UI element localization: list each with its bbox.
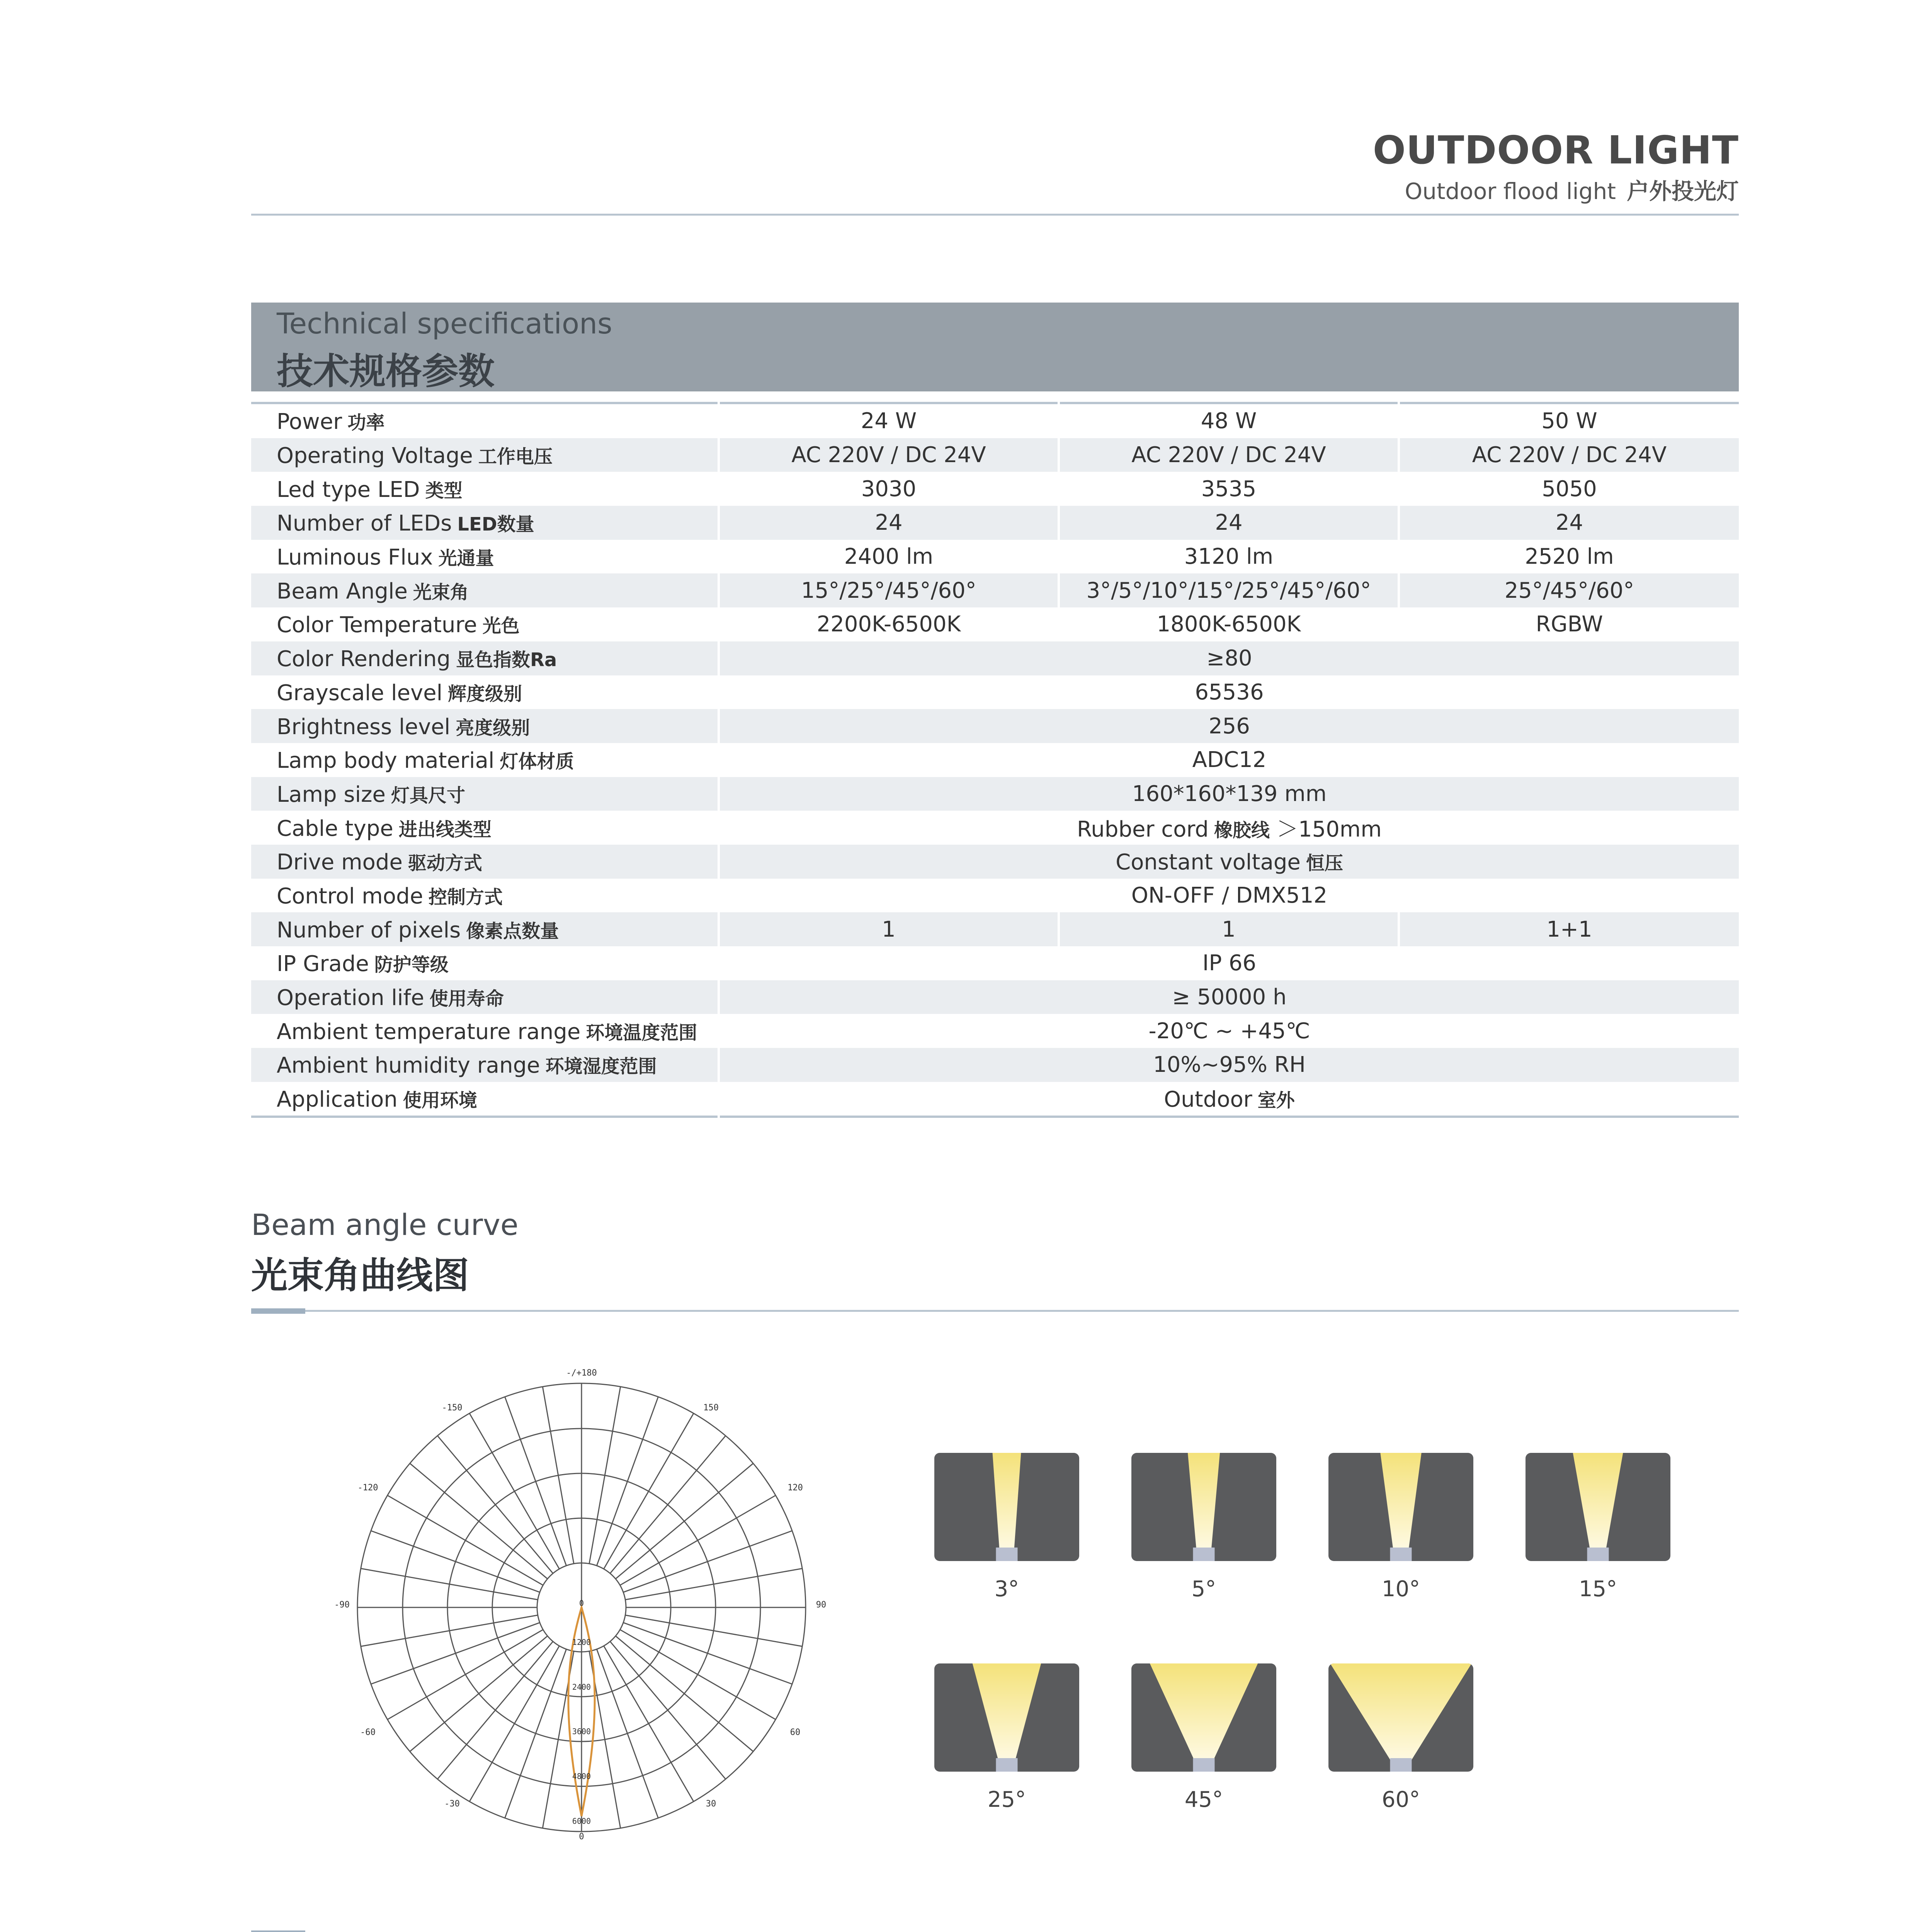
spec-label-zh: 亮度级别	[456, 717, 530, 739]
angle-label-right-upper: 120	[787, 1483, 803, 1493]
beam-angle-label: 3°	[994, 1577, 1019, 1602]
spec-label	[251, 879, 719, 913]
beam-cone-icon	[934, 1663, 1079, 1772]
spec-label-zh: 使用环境	[403, 1090, 477, 1112]
spec-value-merged	[719, 1082, 1739, 1117]
polar-spoke	[505, 1649, 566, 1818]
spec-label-zh: 控制方式	[429, 886, 503, 908]
spec-value-zh: 室外	[1257, 1090, 1295, 1112]
spec-label	[251, 540, 719, 574]
spec-label-en: Grayscale level	[277, 680, 443, 706]
spec-title-en: Technical specifications	[277, 307, 612, 340]
angle-label-bottom: 0	[579, 1832, 584, 1842]
spec-label-en: Led type LED	[277, 477, 420, 502]
beam-angle-label: 10°	[1381, 1577, 1420, 1602]
spec-value: AC 220V / DC 24V	[719, 438, 1059, 472]
polar-spoke	[616, 1636, 753, 1752]
beam-tile	[1526, 1453, 1670, 1561]
polar-spoke	[361, 1568, 538, 1600]
beam-angle-label: 45°	[1184, 1787, 1223, 1812]
spec-value: 1+1	[1399, 912, 1739, 946]
beam-rule	[251, 1310, 1739, 1312]
spec-label	[251, 472, 719, 506]
spec-label	[251, 811, 719, 845]
spec-table	[251, 402, 1739, 1118]
spec-label	[251, 607, 719, 641]
spec-value: AC 220V / DC 24V	[1399, 438, 1739, 472]
polar-spoke	[437, 1436, 553, 1573]
beam-cone-icon	[1131, 1663, 1276, 1772]
spec-value: 24	[1059, 506, 1399, 540]
spec-label-en: Lamp body material	[277, 748, 495, 774]
polar-spoke	[616, 1463, 753, 1579]
spec-row	[251, 912, 1739, 946]
spec-label	[251, 1014, 719, 1048]
spec-label-zh: 功率	[347, 412, 385, 434]
spec-label-en: Drive mode	[277, 850, 403, 875]
spec-label-en: Number of LEDs	[277, 511, 452, 536]
spec-value-zh: 橡胶线	[1214, 820, 1270, 842]
radial-label: 1200	[572, 1638, 591, 1647]
spec-value-zh: 恒压	[1306, 852, 1343, 874]
polar-spoke	[410, 1463, 548, 1579]
polar-spoke	[625, 1615, 802, 1646]
beam-cone-icon	[1131, 1453, 1276, 1561]
spec-row	[251, 1014, 1739, 1048]
spec-value-tail: ＞150mm	[1276, 817, 1382, 842]
spec-value-merged: ≥80	[719, 641, 1739, 675]
radial-label: 6000	[572, 1816, 591, 1826]
subtitle-en: Outdoor flood light	[1405, 178, 1616, 204]
beam-cone-icon	[1328, 1453, 1473, 1561]
spec-row	[251, 540, 1739, 574]
spec-label-zh: 显色指数Ra	[456, 649, 557, 671]
spec-label	[251, 1048, 719, 1082]
subtitle-zh: 户外投光灯	[1626, 178, 1739, 204]
spec-label-en: Number of pixels	[277, 917, 461, 943]
spec-label-zh: 环境湿度范围	[545, 1056, 657, 1078]
spec-label	[251, 641, 719, 675]
polar-spoke	[469, 1646, 560, 1802]
spec-row	[251, 403, 1739, 438]
spec-label-en: IP Grade	[277, 951, 369, 977]
spec-value: 2200K-6500K	[719, 607, 1059, 641]
spec-label	[251, 403, 719, 438]
spec-label	[251, 709, 719, 743]
spec-label-en: Operating Voltage	[277, 443, 473, 469]
polar-spoke	[589, 1387, 621, 1564]
spec-label-zh: LED数量	[457, 514, 534, 536]
spec-value: 3535	[1059, 472, 1399, 506]
spec-value-merged: 65536	[719, 675, 1739, 709]
beam-tile	[1131, 1453, 1276, 1561]
beam-tile	[934, 1453, 1079, 1561]
beam-angle-label: 5°	[1191, 1577, 1216, 1602]
spec-value-merged: ON-OFF / DMX512	[719, 879, 1739, 913]
spec-label-en: Ambient humidity range	[277, 1053, 540, 1078]
spec-row	[251, 675, 1739, 709]
spec-title-zh: 技术规格参数	[277, 350, 495, 393]
beam-cone-icon	[1328, 1663, 1473, 1772]
spec-label-zh: 光通量	[438, 548, 494, 570]
spec-value: AC 220V / DC 24V	[1059, 438, 1399, 472]
polar-spoke	[597, 1397, 658, 1566]
spec-label	[251, 573, 719, 607]
polar-spoke	[543, 1387, 574, 1564]
spec-label	[251, 777, 719, 811]
polar-spoke	[361, 1615, 538, 1646]
angle-label-right-lower: 60	[790, 1728, 801, 1737]
spec-label-zh: 防护等级	[374, 954, 449, 976]
polar-spoke	[623, 1531, 792, 1592]
polar-spoke	[623, 1622, 792, 1684]
page-title: OUTDOOR LIGHT	[1372, 128, 1739, 173]
spec-value: 24 W	[719, 403, 1059, 438]
angle-label-left-lower: -60	[360, 1728, 376, 1737]
polar-spoke	[620, 1495, 776, 1585]
spec-value-merged: ≥ 50000 h	[719, 980, 1739, 1014]
spec-value: 5050	[1399, 472, 1739, 506]
polar-spoke	[437, 1641, 553, 1779]
spec-label-en: Application	[277, 1087, 398, 1112]
angle-label-lower-left: -30	[444, 1799, 460, 1809]
spec-label	[251, 946, 719, 980]
spec-label	[251, 675, 719, 709]
spec-label-zh: 进出线类型	[398, 818, 492, 840]
radial-label: 3600	[572, 1727, 591, 1736]
spec-value-merged: 160*160*139 mm	[719, 777, 1739, 811]
spec-label-en: Cable type	[277, 816, 393, 841]
spec-label-zh: 光束角	[413, 581, 469, 603]
beam-rule-accent	[251, 1308, 305, 1314]
spec-value-en: Constant voltage	[1116, 850, 1301, 875]
beam-tile	[1328, 1663, 1473, 1772]
polar-beam-chart	[325, 1360, 866, 1862]
spec-label-en: Luminous Flux	[277, 545, 433, 570]
spec-value-merged: 256	[719, 709, 1739, 743]
spec-row	[251, 607, 1739, 641]
spec-row	[251, 980, 1739, 1014]
polar-spoke	[597, 1649, 658, 1818]
polar-spoke	[625, 1568, 802, 1600]
spec-row	[251, 1048, 1739, 1082]
polar-spoke	[610, 1436, 726, 1573]
radial-label: 0	[579, 1599, 584, 1608]
spec-label-en: Lamp size	[277, 782, 386, 807]
polar-spoke	[620, 1630, 776, 1720]
spec-value: 3°/5°/10°/15°/25°/45°/60°	[1059, 573, 1399, 607]
spec-label-zh: 像素点数量	[466, 920, 559, 942]
spec-row	[251, 1082, 1739, 1117]
header-rule	[251, 214, 1739, 216]
spec-label-zh: 使用寿命	[429, 988, 504, 1010]
polar-spoke	[388, 1495, 543, 1585]
beam-tile	[1328, 1453, 1473, 1561]
spec-label-en: Control mode	[277, 883, 423, 909]
spec-row	[251, 879, 1739, 913]
spec-label-zh: 类型	[425, 480, 463, 502]
spec-value: 3030	[719, 472, 1059, 506]
polar-spoke	[371, 1531, 540, 1592]
spec-value-en: Rubber cord	[1077, 817, 1209, 842]
spec-value: 15°/25°/45°/60°	[719, 573, 1059, 607]
beam-title-en: Beam angle curve	[251, 1208, 519, 1242]
polar-spoke	[388, 1630, 543, 1720]
angle-label-upper-left: -150	[442, 1403, 463, 1413]
angle-label-top: -/+180	[566, 1368, 597, 1378]
spec-row	[251, 845, 1739, 879]
spec-label-zh: 辉度级别	[448, 683, 522, 705]
spec-value: RGBW	[1399, 607, 1739, 641]
spec-label	[251, 980, 719, 1014]
spec-label-en: Power	[277, 409, 342, 435]
radial-label: 4800	[572, 1772, 591, 1781]
polar-spoke	[505, 1397, 566, 1566]
beam-cone-icon	[934, 1453, 1079, 1561]
spec-value: 2400 lm	[719, 540, 1059, 574]
angle-label-lower-right: 30	[706, 1799, 716, 1809]
spec-value: 50 W	[1399, 403, 1739, 438]
spec-value-en: Outdoor	[1164, 1087, 1252, 1112]
angle-label-left: -90	[334, 1600, 350, 1610]
spec-value-merged	[719, 811, 1739, 845]
spec-label-en: Ambient temperature range	[277, 1019, 581, 1044]
spec-label-en: Color Rendering	[277, 646, 451, 672]
spec-value-merged: ADC12	[719, 743, 1739, 777]
spec-value: 3120 lm	[1059, 540, 1399, 574]
spec-label-en: Operation life	[277, 985, 424, 1011]
spec-row	[251, 641, 1739, 675]
spec-label-zh: 灯具尺寸	[391, 784, 466, 806]
beam-angle-label: 15°	[1578, 1577, 1617, 1602]
spec-value-merged: IP 66	[719, 946, 1739, 980]
spec-value-merged	[719, 845, 1739, 879]
spec-value: 1	[1059, 912, 1399, 946]
spec-label	[251, 506, 719, 540]
polar-spoke	[604, 1646, 694, 1802]
spec-row	[251, 573, 1739, 607]
spec-row	[251, 472, 1739, 506]
spec-label	[251, 912, 719, 946]
polar-spoke	[410, 1636, 548, 1752]
angle-label-upper-right: 150	[703, 1403, 719, 1413]
radial-label: 2400	[572, 1682, 591, 1692]
spec-label-zh: 工作电压	[478, 446, 553, 468]
spec-value: 2520 lm	[1399, 540, 1739, 574]
spec-label-en: Color Temperature	[277, 612, 477, 638]
polar-spoke	[610, 1641, 726, 1779]
spec-value: 24	[719, 506, 1059, 540]
spec-label-en: Brightness level	[277, 714, 451, 740]
page-subtitle	[1405, 173, 1739, 206]
spec-row	[251, 506, 1739, 540]
beam-tile	[934, 1663, 1079, 1772]
spec-label-en: Beam Angle	[277, 578, 408, 604]
beam-angle-label: 25°	[987, 1787, 1026, 1812]
spec-value: 1800K-6500K	[1059, 607, 1399, 641]
polar-spoke	[371, 1622, 540, 1684]
spec-row	[251, 709, 1739, 743]
spec-row	[251, 438, 1739, 472]
spec-value: 24	[1399, 506, 1739, 540]
spec-label	[251, 845, 719, 879]
spec-row	[251, 811, 1739, 845]
spec-value: 48 W	[1059, 403, 1399, 438]
angle-label-left-upper: -120	[357, 1483, 378, 1493]
spec-value-merged: 10%~95% RH	[719, 1048, 1739, 1082]
polar-spoke	[604, 1413, 694, 1569]
angle-label-right: 90	[816, 1600, 827, 1610]
spec-row	[251, 946, 1739, 980]
spec-label-zh: 灯体材质	[500, 751, 574, 773]
spec-label-zh: 光色	[482, 615, 520, 637]
polar-spoke	[469, 1413, 560, 1569]
spec-value: 25°/45°/60°	[1399, 573, 1739, 607]
spec-label-zh: 驱动方式	[408, 852, 482, 874]
spec-label	[251, 743, 719, 777]
spec-label	[251, 438, 719, 472]
spec-value: 1	[719, 912, 1059, 946]
beam-title-zh: 光束角曲线图	[251, 1255, 469, 1297]
beam-angle-label: 60°	[1381, 1787, 1420, 1812]
spec-label-zh: 环境温度范围	[586, 1022, 697, 1044]
cert-rule-accent	[251, 1930, 305, 1932]
spec-value-merged: -20℃ ~ +45℃	[719, 1014, 1739, 1048]
beam-tile	[1131, 1663, 1276, 1772]
spec-row	[251, 743, 1739, 777]
spec-label	[251, 1082, 719, 1117]
beam-cone-icon	[1526, 1453, 1670, 1561]
spec-row	[251, 777, 1739, 811]
